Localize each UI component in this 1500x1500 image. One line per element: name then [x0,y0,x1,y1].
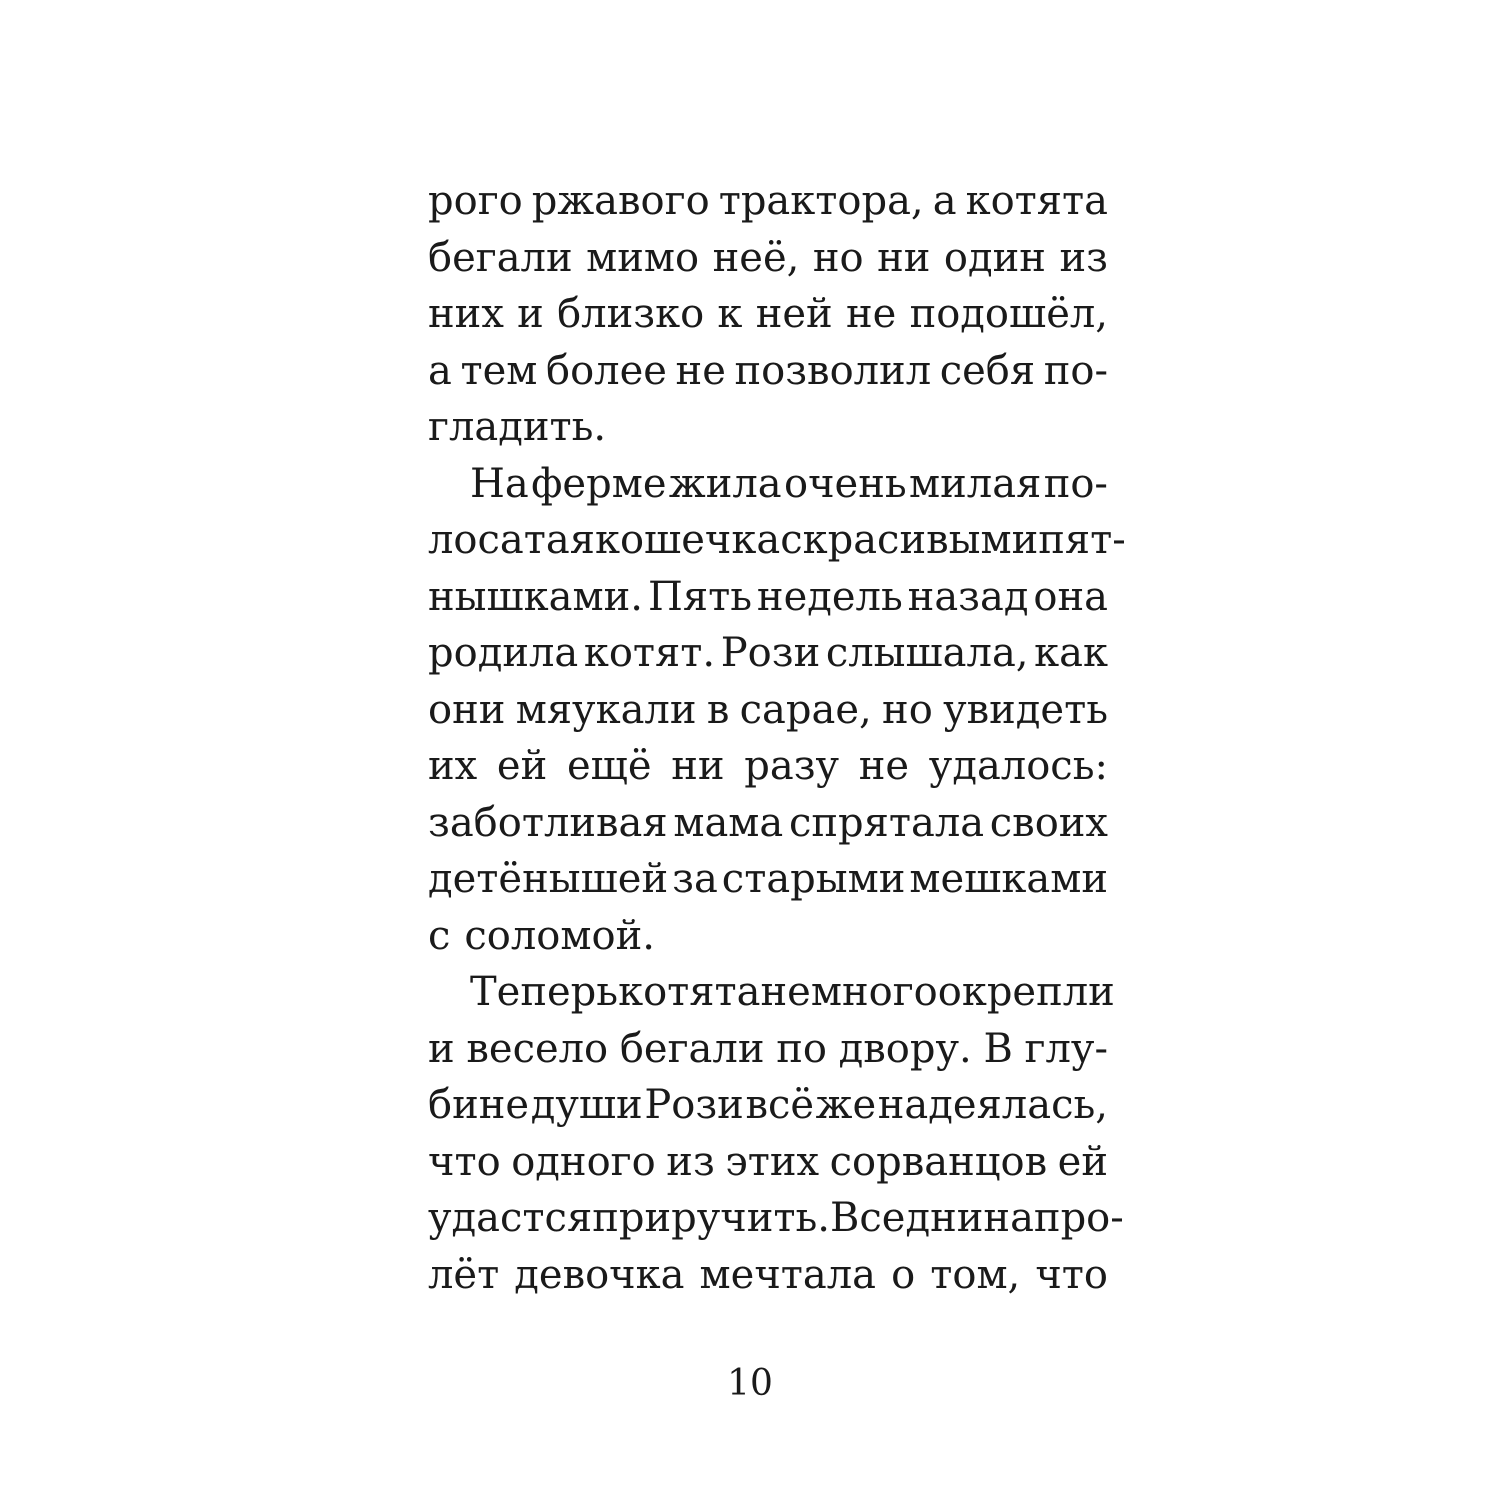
text-line [428,1134,1108,1191]
text-line [428,1247,1108,1304]
word: этих [725,1138,820,1185]
word: они [428,686,506,733]
word: тем [460,347,538,394]
word: своих [989,799,1108,846]
text-line [428,964,1115,1021]
word: души [530,1082,643,1128]
word: Все [829,1195,906,1241]
word: мимо [586,234,700,281]
word: родила [428,630,579,676]
word: бегали [619,1025,765,1072]
word: ещё [566,743,652,789]
word: них [428,291,504,337]
word: трактора, [718,178,924,224]
word: очень [784,460,907,507]
text-line [428,1021,1108,1078]
text-line [428,1077,1108,1134]
word: лёт [428,1251,500,1298]
text-line [428,908,1108,965]
text-line [428,738,1108,795]
word: из [666,1138,715,1185]
word: же [815,1082,877,1128]
word: сарае, [739,686,872,733]
word: более [546,347,667,394]
text-line [428,286,1108,343]
text-line [428,399,1108,456]
word: том, [930,1251,1021,1298]
word: а [428,347,452,394]
word: удастся [428,1195,593,1241]
word: удалось: [928,743,1108,789]
word: двору. [838,1025,972,1072]
word: Рози [720,630,821,676]
word: неё, [712,234,800,281]
word: бегали [428,234,573,281]
word: по- [1043,347,1108,394]
text-line [428,343,1108,400]
word: их [428,743,478,789]
word: увидеть [943,686,1108,733]
word: с [428,912,451,959]
text-line [428,512,1126,569]
word: мяукали [515,686,697,733]
word: позволил [734,347,932,394]
word: по [776,1025,827,1072]
word: что [428,1138,501,1185]
word: надеялась, [877,1082,1108,1128]
word: окрепли [937,969,1115,1015]
word: гладить. [428,404,607,450]
word: мама [673,799,784,846]
word: близко [557,291,705,337]
word: не [845,291,897,337]
word: котят. [583,630,716,676]
word: котята [618,969,761,1015]
word: На [470,460,529,507]
word: из [1059,234,1108,281]
word: дни [905,1195,984,1241]
word: один [943,234,1046,281]
word: а [932,178,957,224]
word: заботливая [428,799,668,846]
word: мечтала [699,1251,877,1298]
word: что [1035,1251,1108,1298]
word: старыми [721,856,906,902]
word: о [891,1251,916,1298]
word: весело [466,1025,609,1072]
word: и [428,1025,455,1072]
text-line [428,682,1108,739]
word: ей [1057,1138,1108,1185]
word: В [983,1025,1013,1072]
word: лосатая [428,517,595,563]
word: назад [907,573,1029,620]
word: детёнышей [428,856,669,902]
word: по- [1043,460,1108,507]
word: Теперь [470,969,619,1015]
word: девочка [514,1251,685,1298]
page-number: 10 [727,1363,773,1404]
word: но [882,686,933,733]
word: милая [909,460,1042,507]
text-line [428,625,1108,682]
word: всё [745,1082,815,1128]
word: глу- [1024,1025,1108,1072]
text-line [428,230,1108,287]
word: за [672,856,718,902]
word: немного [760,969,938,1015]
word: себя [939,347,1036,394]
word: не [675,347,726,394]
word: одного [511,1138,656,1185]
word: слышала, [825,630,1029,676]
word: но [812,234,864,281]
word: ей [496,743,548,789]
word: Рози [644,1082,744,1128]
word: и [517,291,544,337]
word: соломой. [464,912,655,959]
word: как [1034,630,1108,676]
text-line [428,569,1108,626]
body-text [428,173,1126,1303]
word: не [858,743,910,789]
word: спрятала [788,799,985,846]
word: бине [428,1082,530,1128]
word: кошечка [594,517,781,563]
word: подошёл, [909,291,1108,337]
word: недель [756,573,903,620]
word: жила [668,460,782,507]
word: приручить. [592,1195,830,1241]
word: ни [671,743,725,789]
word: красивыми [802,517,1039,563]
word: с [780,517,803,563]
word: Пять [647,573,752,620]
word: мешками [909,856,1108,902]
word: разу [744,743,840,789]
word: к [717,291,743,337]
word: она [1033,573,1108,620]
word: ней [755,291,833,337]
word: пят- [1038,517,1126,563]
text-line [428,456,1108,513]
word: ферме [531,460,667,507]
text-line [428,795,1108,852]
text-line [428,851,1108,908]
word: нышками. [428,573,644,620]
word: в [706,686,730,733]
word: напро- [983,1195,1124,1241]
word: ржавого [531,178,710,224]
text-line [428,1190,1124,1247]
word: котята [965,178,1108,224]
word: сорванцов [829,1138,1048,1185]
word: рого [428,178,523,224]
text-line [428,173,1108,230]
word: ни [877,234,931,281]
